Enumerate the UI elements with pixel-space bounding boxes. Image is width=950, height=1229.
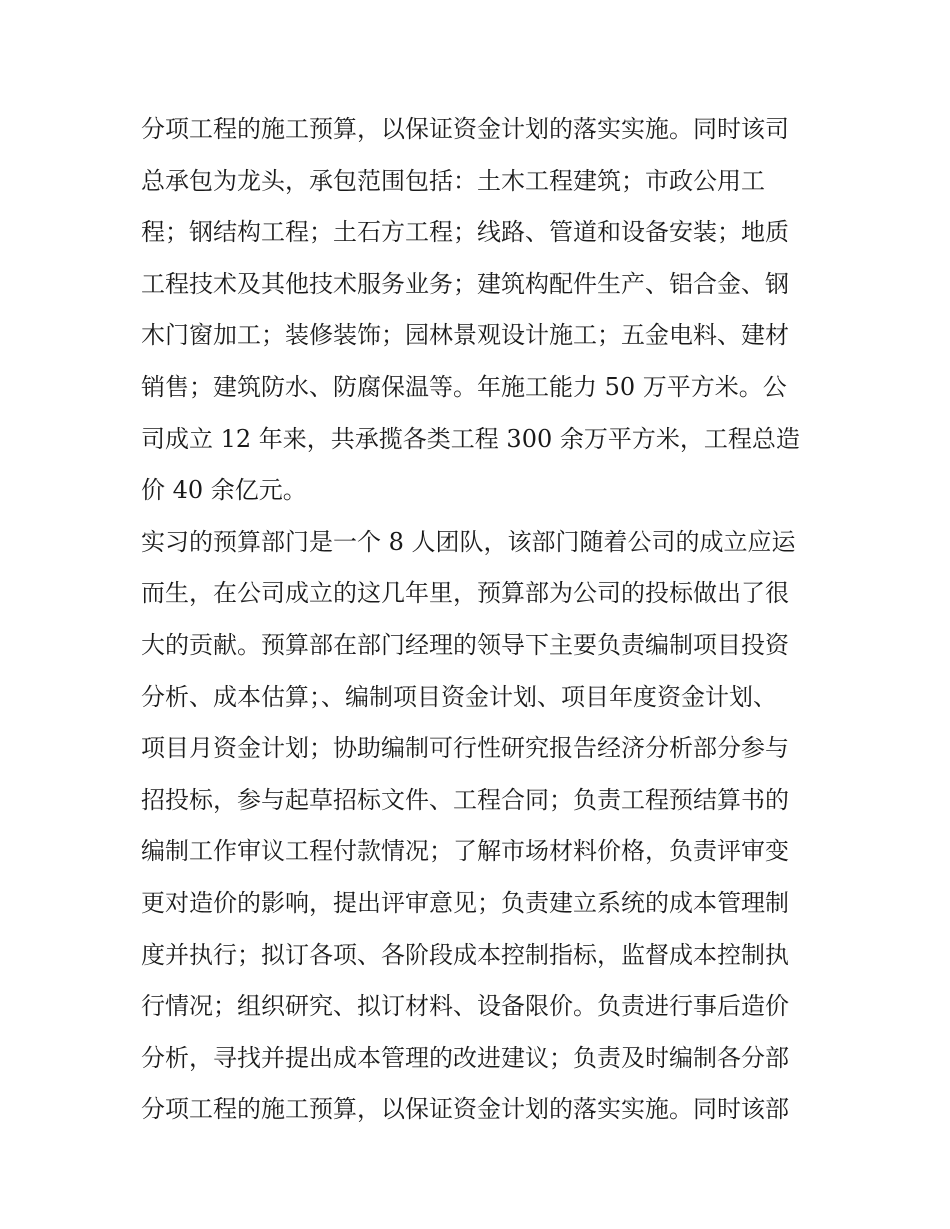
text-line: 木门窗加工；装修装饰；园林景观设计施工；五金电料、建材 xyxy=(141,321,789,350)
text-line: 分项工程的施工预算，以保证资金计划的落实实施。同时该司 xyxy=(141,115,789,143)
text-line: 编制工作审议工程付款情况；了解市场材料价格，负责评审变 xyxy=(141,837,789,866)
text-line: 项目月资金计划；协助编制可行性研究报告经济分析部分参与 xyxy=(141,734,789,763)
text-line: 度并执行；拟订各项、各阶段成本控制指标，监督成本控制执 xyxy=(141,940,789,969)
text-line: 行情况；组织研究、拟订材料、设备限价。负责进行事后造价 xyxy=(141,992,789,1021)
text-line: 大的贡献。预算部在部门经理的领导下主要负责编制项目投资 xyxy=(141,630,789,659)
text-line: 价 40 余亿元。 xyxy=(141,476,307,505)
text-line: 招投标，参与起草招标文件、工程合同；负责工程预结算书的 xyxy=(141,785,789,814)
text-line: 实习的预算部门是一个 8 人团队，该部门随着公司的成立应运 xyxy=(141,527,796,556)
body-text xyxy=(141,104,821,1136)
text-line: 程；钢结构工程；土石方工程；线路、管道和设备安装；地质 xyxy=(141,218,789,247)
text-line: 而生，在公司成立的这几年里，预算部为公司的投标做出了很 xyxy=(141,579,789,608)
text-line: 工程技术及其他技术服务业务；建筑构配件生产、铝合金、钢 xyxy=(141,269,789,298)
text-line: 分析，寻找并提出成本管理的改进建议；负责及时编制各分部 xyxy=(141,1043,789,1072)
text-line: 分析、成本估算；、编制项目资金计划、项目年度资金计划、 xyxy=(141,682,777,711)
text-line: 销售；建筑防水、防腐保温等。年施工能力 50 万平方米。公 xyxy=(141,372,787,401)
text-line: 分项工程的施工预算，以保证资金计划的落实实施。同时该部 xyxy=(141,1095,789,1124)
text-line: 司成立 12 年来，共承揽各类工程 300 余万平方米，工程总造 xyxy=(141,424,800,453)
text-line: 更对造价的影响，提出评审意见；负责建立系统的成本管理制 xyxy=(141,888,789,917)
text-line: 总承包为龙头，承包范围包括：土木工程建筑；市政公用工 xyxy=(141,166,765,195)
